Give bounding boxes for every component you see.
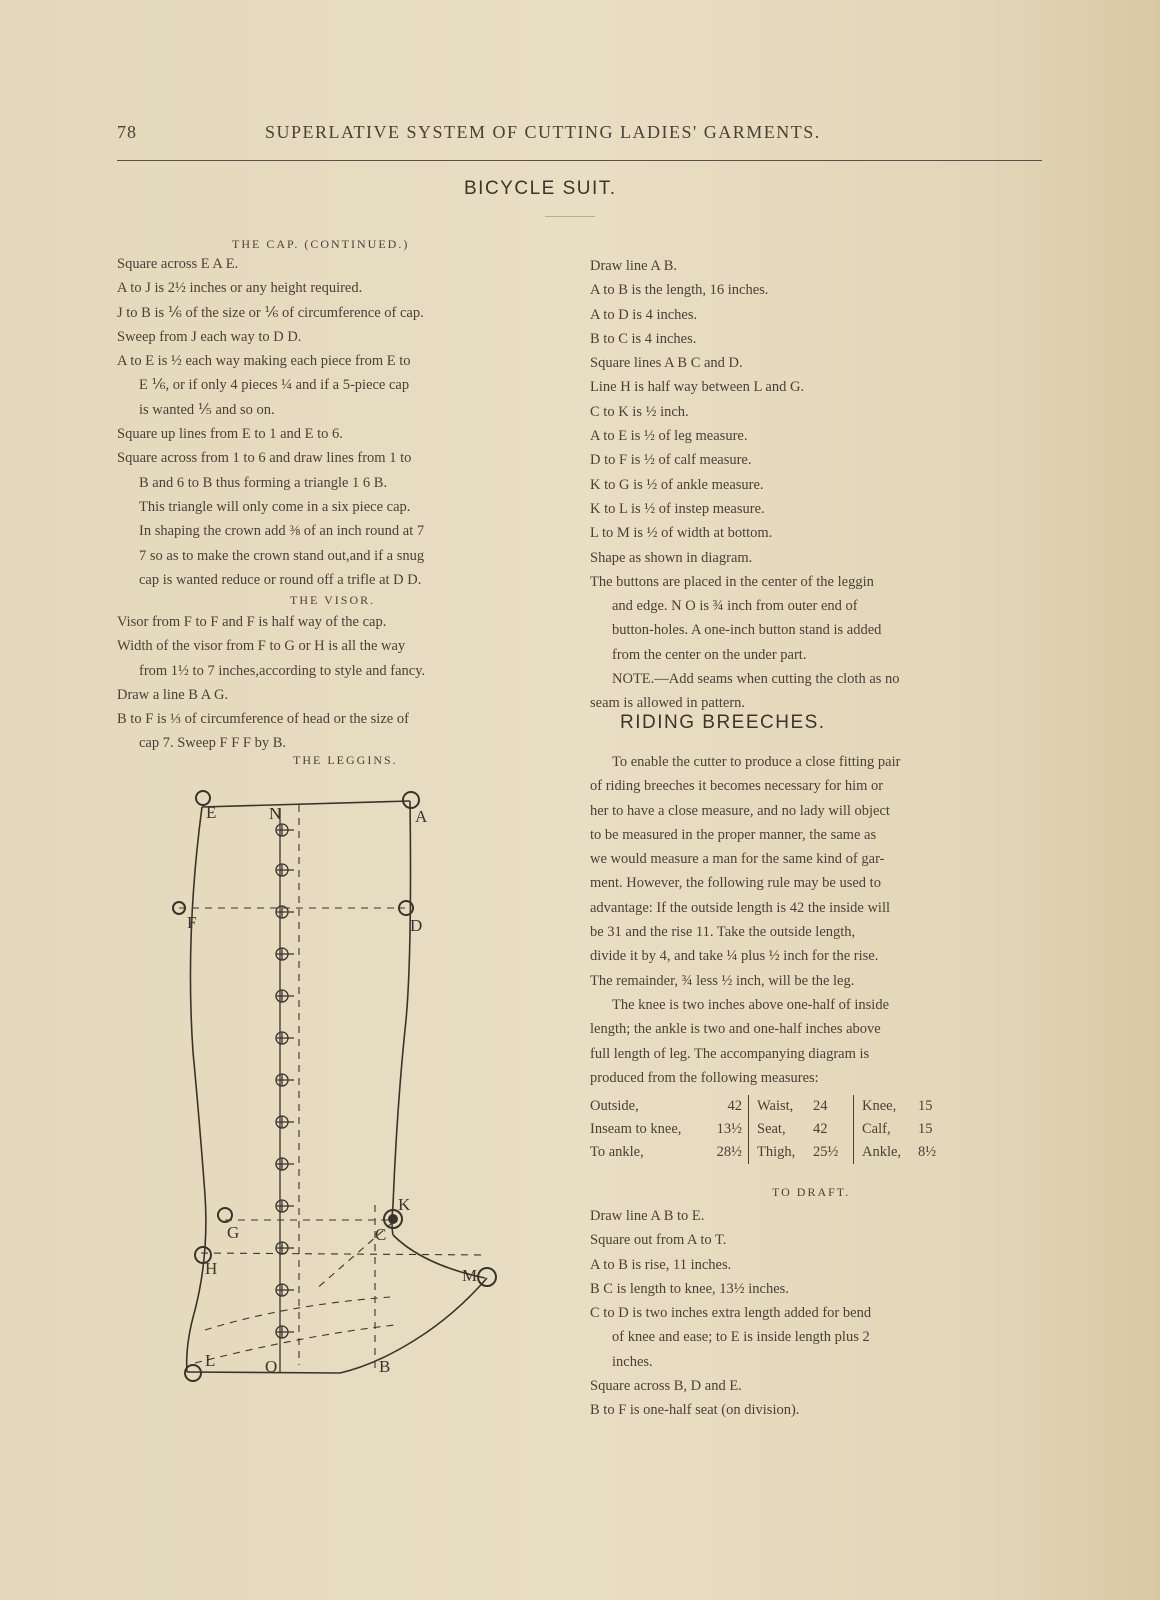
outline-top-edge <box>202 801 410 807</box>
outline-bottom-edge <box>187 1372 340 1373</box>
table-cell: 13½ <box>716 1121 742 1137</box>
cap-heading: THE CAP. (CONTINUED.) <box>232 237 410 251</box>
instep-line <box>201 1253 487 1255</box>
text-line: and edge. N O is ¾ inch from outer end of <box>612 598 858 615</box>
button-icon <box>276 1242 294 1254</box>
leggins-diagram <box>165 775 515 1390</box>
measures-table <box>590 1095 954 1164</box>
text-line: from 1½ to 7 inches,according to style and fancy. <box>139 662 426 679</box>
diagram-label: L <box>205 1351 216 1370</box>
text-line: length; the ankle is two and one-half inches above <box>590 1021 881 1038</box>
text-line: A to E is ½ of leg measure. <box>590 428 748 445</box>
text-line: Shape as shown in diagram. <box>590 549 753 566</box>
text-line: D to F is ½ of calf measure. <box>590 452 752 469</box>
diagram-label: F <box>187 913 197 932</box>
cap-instructions <box>117 252 557 592</box>
text-line: we would measure a man for the same kind of gar- <box>590 851 885 868</box>
text-line: Square across E A E. <box>117 256 239 272</box>
outline-back-edge <box>187 807 206 1372</box>
button-icon <box>276 1326 294 1338</box>
outline-front-edge <box>392 801 411 1235</box>
point-marker-icon <box>185 1365 201 1381</box>
point-marker-icon <box>403 792 419 808</box>
leggins-instructions <box>590 254 1045 716</box>
bottom-guide-line <box>195 1325 395 1363</box>
text-line: The remainder, ¾ less ½ inch, will be the leg. <box>590 972 855 989</box>
leggins-heading: THE LEGGINS. <box>293 753 398 767</box>
diagram-label: B <box>379 1357 391 1376</box>
button-icon <box>276 1158 294 1170</box>
text-line: K to L is ½ of instep measure. <box>590 500 765 517</box>
text-line: Square out from A to T. <box>590 1232 727 1249</box>
diagram-label: C <box>375 1225 387 1244</box>
lower-curve-line <box>205 1297 390 1330</box>
table-cell: To ankle, <box>590 1144 644 1160</box>
table-cell: Thigh, <box>749 1141 814 1164</box>
text-line: is wanted ⅕ and so on. <box>139 401 275 418</box>
diagram-label: E <box>206 803 217 822</box>
header-rule <box>117 160 1042 161</box>
visor-heading: THE VISOR. <box>290 593 376 607</box>
breeches-title: RIDING BREECHES. <box>620 712 826 733</box>
table-cell: Calf, <box>854 1118 919 1141</box>
text-line: A to B is the length, 16 inches. <box>590 282 769 299</box>
text-line: B C is length to knee, 13½ inches. <box>590 1280 789 1297</box>
text-line: A to J is 2½ inches or any height required. <box>117 280 363 297</box>
point-markers <box>173 791 496 1381</box>
diagram-label: H <box>205 1259 218 1278</box>
buttons <box>276 824 294 1338</box>
text-line: ment. However, the following rule may be used to <box>590 875 881 892</box>
text-line: Square across from 1 to 6 and draw lines from 1 to <box>117 450 412 467</box>
point-marker-icon <box>389 1215 397 1223</box>
text-line: her to have a close measure, and no lady will object <box>590 802 890 819</box>
text-line: Draw a line B A G. <box>117 686 229 703</box>
button-icon <box>276 990 294 1002</box>
text-line: cap is wanted reduce or round off a trifle at D D. <box>139 571 422 588</box>
running-title: SUPERLATIVE SYSTEM OF CUTTING LADIES' GARMENTS. <box>265 122 821 142</box>
text-line: Sweep from J each way to D D. <box>117 328 302 345</box>
diagram-label: N <box>269 804 282 823</box>
text-line: produced from the following measures: <box>590 1069 819 1086</box>
text-line: To enable the cutter to produce a close fitting pair <box>612 754 901 770</box>
text-line: A to B is rise, 11 inches. <box>590 1256 732 1273</box>
text-line: cap 7. Sweep F F F by B. <box>139 735 287 752</box>
button-icon <box>276 1284 294 1296</box>
table-row <box>590 1095 954 1118</box>
text-line: Width of the visor from F to G or H is all the way <box>117 638 406 655</box>
text-line: K to G is ½ of ankle measure. <box>590 476 764 493</box>
button-icon <box>276 1116 294 1128</box>
text-line: inches. <box>612 1353 653 1370</box>
table-cell: 15 <box>918 1098 933 1114</box>
page-number: 78 <box>117 122 137 142</box>
text-line: B to C is 4 inches. <box>590 330 697 347</box>
text-line: advantage: If the outside length is 42 the inside will <box>590 899 891 916</box>
table-cell: Ankle, <box>854 1141 919 1164</box>
draft-instructions <box>590 1204 1045 1423</box>
text-line: of riding breeches it becomes necessary for him or <box>590 778 884 795</box>
button-icon <box>276 948 294 960</box>
button-icon <box>276 824 294 836</box>
text-line: of knee and ease; to E is inside length plus 2 <box>612 1329 870 1346</box>
table-cell: Seat, <box>749 1118 814 1141</box>
button-icon <box>276 1200 294 1212</box>
diagram-label: G <box>227 1223 240 1242</box>
title-divider <box>545 216 595 217</box>
text-line: A to D is 4 inches. <box>590 306 698 323</box>
text-line: 7 so as to make the crown stand out,and if a snug <box>139 547 425 564</box>
visor-instructions <box>117 610 557 756</box>
diagram-labels <box>187 803 477 1376</box>
text-line: Square lines A B C and D. <box>590 355 743 372</box>
diagram-label: O <box>265 1357 278 1376</box>
text-line: be 31 and the rise 11. Take the outside length, <box>590 924 856 941</box>
table-cell: Inseam to knee, <box>590 1121 682 1137</box>
text-line: to be measured in the proper manner, the same as <box>590 826 877 843</box>
note-line: NOTE.—Add seams when cutting the cloth as no <box>612 671 900 688</box>
table-cell: Outside, <box>590 1098 639 1114</box>
text-line: Square across B, D and E. <box>590 1378 742 1395</box>
table-row <box>590 1118 954 1141</box>
text-line: Square up lines from E to 1 and E to 6. <box>117 426 343 443</box>
text-line: C to D is two inches extra length added for bend <box>590 1305 872 1322</box>
text-line: B and 6 to B thus forming a triangle 1 6 B. <box>139 474 388 491</box>
text-line: L to M is ½ of width at bottom. <box>590 525 773 542</box>
text-line: J to B is ⅙ of the size or ⅙ of circumference of cap. <box>117 304 424 321</box>
diagram-label: D <box>410 916 423 935</box>
text-line: C to K is ½ inch. <box>590 403 689 420</box>
table-row <box>590 1141 954 1164</box>
text-line: The knee is two inches above one-half of inside <box>612 996 890 1013</box>
table-cell: 28½ <box>716 1144 742 1160</box>
text-line: In shaping the crown add ⅜ of an inch round at 7 <box>139 523 425 540</box>
table-cell: 25½ <box>813 1144 839 1160</box>
text-line: The buttons are placed in the center of the leggin <box>590 573 874 590</box>
text-line: B to F is ⅓ of circumference of head or the size of <box>117 711 409 728</box>
page-title: BICYCLE SUIT. <box>464 178 617 199</box>
text-line: This triangle will only come in a six piece cap. <box>139 498 411 515</box>
button-icon <box>276 864 294 876</box>
text-line: B to F is one-half seat (on division). <box>590 1402 800 1419</box>
draft-heading: TO DRAFT. <box>772 1185 851 1199</box>
table-cell: 24 <box>813 1098 828 1114</box>
table-cell: Waist, <box>749 1095 814 1118</box>
diagram-label: M <box>462 1266 478 1285</box>
diagram-label: K <box>398 1195 411 1214</box>
note-line: seam is allowed in pattern. <box>590 695 746 712</box>
table-cell: 15 <box>918 1121 933 1137</box>
outline-sole-curve <box>340 1278 487 1373</box>
table-cell: 42 <box>813 1121 828 1137</box>
text-line: button-holes. A one-inch button stand is added <box>612 622 882 639</box>
text-line: Draw line A B to E. <box>590 1208 705 1224</box>
button-icon <box>276 1032 294 1044</box>
breeches-intro <box>590 750 1045 1090</box>
diagram-label: A <box>415 807 428 826</box>
text-line: from the center on the under part. <box>612 646 807 663</box>
text-line: Draw line A B. <box>590 258 677 274</box>
text-line: Line H is half way between L and G. <box>590 379 805 396</box>
text-line: E ⅙, or if only 4 pieces ¼ and if a 5-piece cap <box>139 377 410 394</box>
text-line: Visor from F to F and F is half way of the cap. <box>117 614 387 630</box>
table-cell: 42 <box>727 1098 742 1114</box>
table-cell: 8½ <box>918 1144 937 1160</box>
table-cell: Knee, <box>854 1095 919 1118</box>
text-line: A to E is ½ each way making each piece from E to <box>117 353 411 370</box>
text-line: full length of leg. The accompanying diagram is <box>590 1045 870 1062</box>
text-line: divide it by 4, and take ¼ plus ½ inch for the rise. <box>590 948 879 965</box>
button-icon <box>276 1074 294 1086</box>
